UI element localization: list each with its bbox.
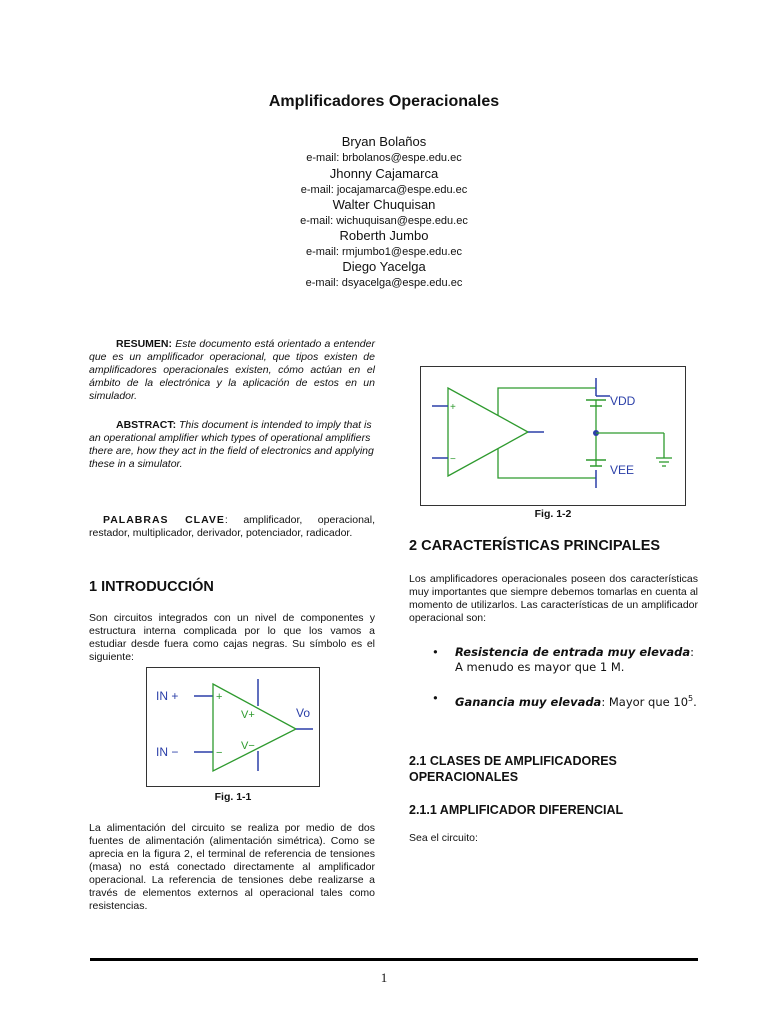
- bullet-exponent: 5: [688, 694, 694, 703]
- vplus-label: V+: [241, 709, 255, 721]
- vee-label: VEE: [610, 463, 635, 477]
- resumen-text: Este documento está orientado a entender que es un amplificador operacional, que tipos existen de amplificadores operacionales existen, cómo actúan en el ámbito de la electrónica y la aplicación de estos en un simulador.: [89, 338, 375, 402]
- author-email: e-mail: brbolanos@espe.edu.ec: [306, 152, 462, 164]
- figure-1-1: [146, 667, 320, 787]
- subsection-heading-clases: [409, 753, 679, 785]
- intro-paragraph: Son circuitos integrados con un nivel de componentes y estructura interna complicada por lo que los vamos a estudiar desde fuera como cajas negras. Su símbolo es el siguiente:: [89, 612, 375, 663]
- paper-title: Amplificadores Operacionales: [268, 93, 500, 110]
- plus-sign: +: [450, 402, 456, 413]
- vdd-label: VDD: [610, 394, 636, 408]
- section-heading-introduccion: 1 INTRODUCCIÓN: [89, 579, 214, 595]
- opamp-triangle: [213, 684, 296, 771]
- keywords-label: PALABRAS CLAVE: [103, 514, 225, 526]
- page-number: 1: [380, 970, 388, 985]
- author-name: Roberth Jumbo: [339, 228, 429, 243]
- bullet-bold: Ganancia muy elevada: [455, 694, 602, 709]
- author-email: e-mail: rmjumbo1@espe.edu.ec: [305, 246, 463, 258]
- bullet-resistencia: • Resistencia de entrada muy elevada: A menudo es mayor que 1 M.: [432, 645, 695, 674]
- in-minus-label: IN −: [156, 745, 179, 759]
- footer-rule: [90, 958, 698, 961]
- bullet-tail: .: [693, 694, 697, 709]
- figure-1-1-caption: Fig. 1-1: [214, 791, 252, 803]
- bullet-bold: Resistencia de entrada muy elevada: [455, 645, 691, 659]
- subsection-heading-text: 2.1 CLASES DE AMPLIFICADORES OPERACIONALES: [409, 754, 617, 784]
- resumen-paragraph: [89, 338, 375, 403]
- author-name: Jhonny Cajamarca: [329, 166, 439, 181]
- figure-1-2: [420, 366, 686, 506]
- vminus-label: V−: [241, 740, 255, 752]
- author-name: Walter Chuquisan: [332, 197, 436, 212]
- plus-sign: +: [216, 691, 223, 703]
- resumen-label: RESUMEN:: [116, 338, 173, 350]
- keywords-text: : amplificador, operacional, restador, multiplicador, derivador, potenciador, radicador.: [89, 514, 376, 539]
- author-name: Diego Yacelga: [342, 259, 426, 274]
- power-supply-diagram: [420, 366, 686, 506]
- diferencial-text: Sea el circuito:: [409, 832, 478, 844]
- minus-sign: −: [450, 454, 456, 465]
- alimentacion-paragraph: La alimentación del circuito se realiza por medio de dos fuentes de alimentación (alimentación simétrica). Como se aprecia en la figura 2, el terminal de referencia de tensiones (masa) no está conectado directamente al amplificador operacional. La referencia de tensiones debe realizarse a través de elementos externos al operacional tales como resistencias.: [89, 822, 375, 912]
- opamp-symbol-diagram: [146, 667, 320, 787]
- abstract-paragraph: [89, 419, 375, 471]
- bullet-text: : A menudo es mayor que 1 M.: [455, 645, 695, 674]
- author-email: e-mail: wichuquisan@espe.edu.ec: [300, 215, 468, 227]
- bullet-text: : Mayor que 10: [601, 694, 689, 709]
- section-heading-caracteristicas: 2 CARACTERÍSTICAS PRINCIPALES: [409, 538, 661, 554]
- author-email: e-mail: dsyacelga@espe.edu.ec: [305, 277, 463, 289]
- vo-label: Vo: [296, 706, 311, 720]
- minus-sign: −: [216, 747, 223, 759]
- figure-1-2-caption: Fig. 1-2: [534, 508, 572, 520]
- abstract-label: ABSTRACT:: [116, 419, 177, 431]
- bullet-ganancia: • Ganancia muy elevada: Mayor que $10^5$.: [432, 691, 697, 709]
- caracteristicas-paragraph: Los amplificadores operacionales poseen dos características muy importantes que siempre debemos tomarlas en cuenta al momento de utilizarlos. Las características de un amplificador operacional son:: [409, 573, 698, 624]
- in-plus-label: IN +: [156, 689, 179, 703]
- subsubsection-heading-diferencial: 2.1.1 AMPLIFICADOR DIFERENCIAL: [409, 803, 624, 817]
- author-name: Bryan Bolaños: [341, 134, 427, 149]
- opamp-triangle: [448, 388, 528, 476]
- author-email: e-mail: jocajamarca@espe.edu.ec: [300, 184, 468, 196]
- abstract-text: This document is intended to imply that is an operational amplifier which types of operational amplifiers there are, how they act in the field of electronics and applying these in a simulator.: [89, 419, 374, 470]
- keywords-paragraph: [89, 514, 375, 540]
